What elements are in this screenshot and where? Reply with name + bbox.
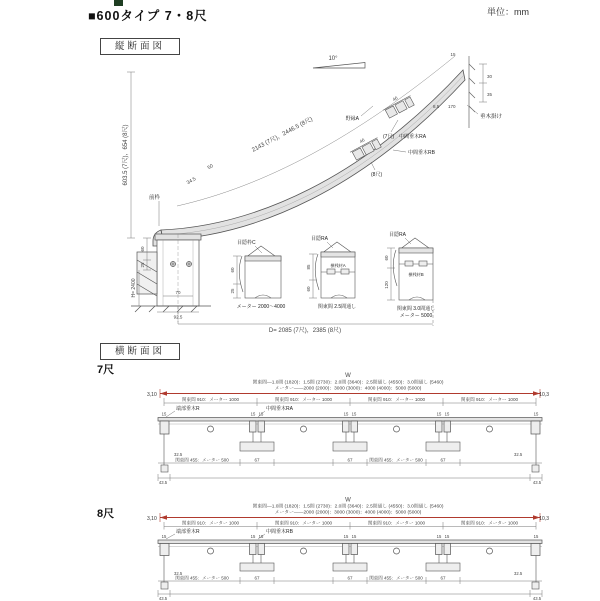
right-vertical-dims [479,64,493,102]
longitudinal-section-drawing [115,50,565,340]
detail1-lower-dim: 25 [230,288,235,294]
dim67-7-b: 67 [347,457,353,463]
dim15-7-b: 15 [250,411,256,417]
detail2-top-label: 目隠RA [311,236,328,242]
dim43-5-8-l: 43.5 [158,596,168,601]
detail2-bottom-label: 関東間 2.5間通し [317,304,357,310]
bay-label-7-1: 関東間 910：メーター 1000 [181,397,240,402]
post-dim-60: 60 [140,246,145,252]
rafter-top-dims-7 [162,412,539,417]
dim15-8-b: 15 [250,534,256,539]
roof-panel-7 [158,418,542,435]
post-dim-70: 70 [175,290,181,295]
label-7shaku: 7尺 [97,364,115,376]
longitudinal-section-label: 縦断面図 [100,38,180,55]
lower-dimensions-8 [158,571,542,601]
dim15-8-f: 15 [436,534,442,539]
dim-34-5: 34.5 [185,176,198,187]
dim15-8-c: 15 [258,534,264,539]
mid-rafter-label-7: 中間垂木RA [266,406,293,412]
rb-shaku-label: (8尺) [371,172,383,178]
dim67-8-a: 67 [254,575,260,581]
edge-dim-left-8: 3,10 [147,516,157,522]
end-rafter-label-8: 端部垂木R [176,529,200,535]
wall-hatch [469,56,475,128]
cross-section-8shaku-drawing [146,497,550,601]
cross-section-7shaku-drawing [146,372,550,486]
halfbay-7-a: 関東間 455：メーター 500 [175,457,229,463]
roof-panel-8 [158,540,542,556]
dim32-5-7-r: 32.5 [514,452,523,457]
bay-label-7-3: 関東間 910：メーター 1000 [367,397,426,402]
w-label-8: W [345,497,351,504]
pitch-angle-text: 10° [328,56,338,62]
dim15-7-g: 15 [444,411,450,417]
spec1-7: 関東間—1.0間 (1820)：1.5間 (2730)：2.0間 (3640)：2.5間通し (4550)：3.0間通し (5460) [252,380,444,386]
detail1-top-label: 目隠枠C [237,240,256,246]
bay-label-8-4: 関東間 910：メーター 1000 [460,520,519,526]
dim32-5-8-l: 32.5 [174,571,183,576]
dim15-7-d: 15 [343,411,349,417]
w-label-7: W [345,373,351,379]
rafter-hanger-label: 垂木掛け [480,114,503,120]
mid-rafter-label-8: 中間垂木RB [266,529,293,535]
detail2-upper-dim: 85 [306,264,311,270]
beam-detail-1 [230,239,286,310]
dim-8-5: 8.5 [433,104,440,109]
dim15-7-c: 15 [258,411,264,417]
detail3-bottom-label-1: 関東間 3.0間通し [396,306,436,312]
detail3-mid-label: 横桟材B [408,272,424,277]
detail1-bottom-label: メーター 2000〜4000 [236,304,286,310]
dim15-8-h: 15 [533,534,539,539]
detail1-upper-dim: 60 [230,267,235,273]
roof-pitch-annotation [313,56,365,68]
dim67-7-a: 67 [254,457,260,463]
dim-30: 30 [487,74,493,79]
halfbay-7-b: 関東間 455：メーター 500 [369,457,423,463]
post-height-text: H= 2400 [131,278,137,298]
bay-dimensions-7 [164,396,536,406]
spec2-7: メーター——2000 (2000)：3000 (3000)：4000 (4000)：5000 (5000) [274,386,422,392]
dim67-7-c: 67 [440,457,446,463]
beam-detail-3 [384,231,435,319]
dim-46-rb: 46 [358,137,366,145]
rafter-callouts-7 [166,405,294,417]
halfbay-8-a: 関東間 455：メーター 500 [175,575,229,581]
end-rafter-label-7: 端部垂木R [176,406,200,412]
rafter-top-dims-8 [162,534,539,539]
dim15-7-a: 15 [161,411,167,417]
dim43-5-7-r: 43.5 [532,480,542,485]
detail2-lower-dim: 60 [306,286,311,292]
front-frame-callout [149,193,161,226]
bay-label-8-3: 関東間 910：メーター 1000 [367,520,426,526]
dim15-7-f: 15 [436,411,442,417]
rafter-callouts-8 [166,528,294,539]
dim67-8-c: 67 [440,575,446,581]
halfbay-8-b: 関東間 455：メーター 500 [369,575,423,581]
nobuchi-label: 野縁A [345,116,359,122]
lower-dimensions-7 [158,452,542,485]
bay-dimensions-8 [164,520,536,530]
support-brackets-7 [161,432,539,472]
dim32-5-8-r: 32.5 [514,571,523,576]
dim15-8-g: 15 [444,534,450,539]
detail2-mid-label: 横桟材A [330,263,346,268]
bay-label-7-4: 関東間 910：メーター 1000 [460,397,519,402]
edge-dim-right-8: 10,3 [539,516,549,522]
page-title: ■600タイプ 7・8尺 [88,9,208,23]
mid-rafter-ra-label: (7尺) 中間垂木RA [383,134,427,140]
dim15-8-a: 15 [161,534,167,539]
label-8shaku: 8尺 [97,508,115,520]
beam-detail-2 [306,235,356,310]
dim32-5-7-l: 32.5 [174,452,183,457]
cross-section-label: 横断面図 [100,343,180,360]
curved-roof-beam [153,70,465,246]
dim-46-ra: 46 [391,95,399,103]
bay-label-7-2: 関東間 910：メーター 1000 [274,397,333,402]
dim15-7-e: 15 [351,411,357,417]
post-dim-25: 25 [140,262,145,268]
dim15-8-d: 15 [343,534,349,539]
dim-50: 50 [206,163,215,172]
edge-dim-left-7: 3,10 [147,392,157,398]
dim-15-tip: 15 [450,52,456,57]
bay-label-8-1: 関東間 910：メーター 1000 [181,520,240,526]
bay-label-8-2: 関東間 910：メーター 1000 [274,520,333,526]
dim43-5-8-r: 43.5 [532,596,542,601]
front-frame-label: 前枠 [149,195,161,201]
dim15-7-h: 15 [533,411,539,417]
dim-170: 170 [448,104,456,109]
post-dim-92-5: 92.5 [173,314,183,320]
detail3-upper-dim: 60 [384,255,389,261]
dim-35: 35 [487,92,493,97]
dim43-5-7-l: 43.5 [158,480,168,485]
slope-dim-text: 2143 (7尺)，2446.5 (8尺) [251,116,314,154]
dim67-8-b: 67 [347,575,353,581]
mid-rafter-rb-label: 中間垂木RB [408,150,435,156]
detail3-lower-dim: 120 [384,281,389,289]
depth-dimension [178,300,436,334]
detail3-top-label: 目隠RA [389,232,406,238]
slope-dimension [177,56,455,206]
detail3-bottom-label-2: メーター 5000 [399,313,433,319]
spec2-8: メーター——2000 (2000)：3000 (3000)：4000 (4000)：5000 (5000) [274,510,422,516]
left-height-text: 603.5 (7尺)，654 (8尺) [123,124,129,186]
spec1-8: 関東間—1.0間 (1820)：1.5間 (2730)：2.0間 (3640)：2.5間通し (4550)：3.0間通し (5460) [252,504,444,510]
dim15-8-e: 15 [351,534,357,539]
edge-dim-right-7: 10,3 [539,392,549,398]
rafter-hanger-callout [467,105,503,120]
support-brackets-8 [161,555,539,590]
unit-note: 単位：mm [487,7,529,17]
depth-dim-text: D= 2085 (7尺)，2385 (8尺) [268,328,342,334]
left-height-dimension [121,72,135,238]
